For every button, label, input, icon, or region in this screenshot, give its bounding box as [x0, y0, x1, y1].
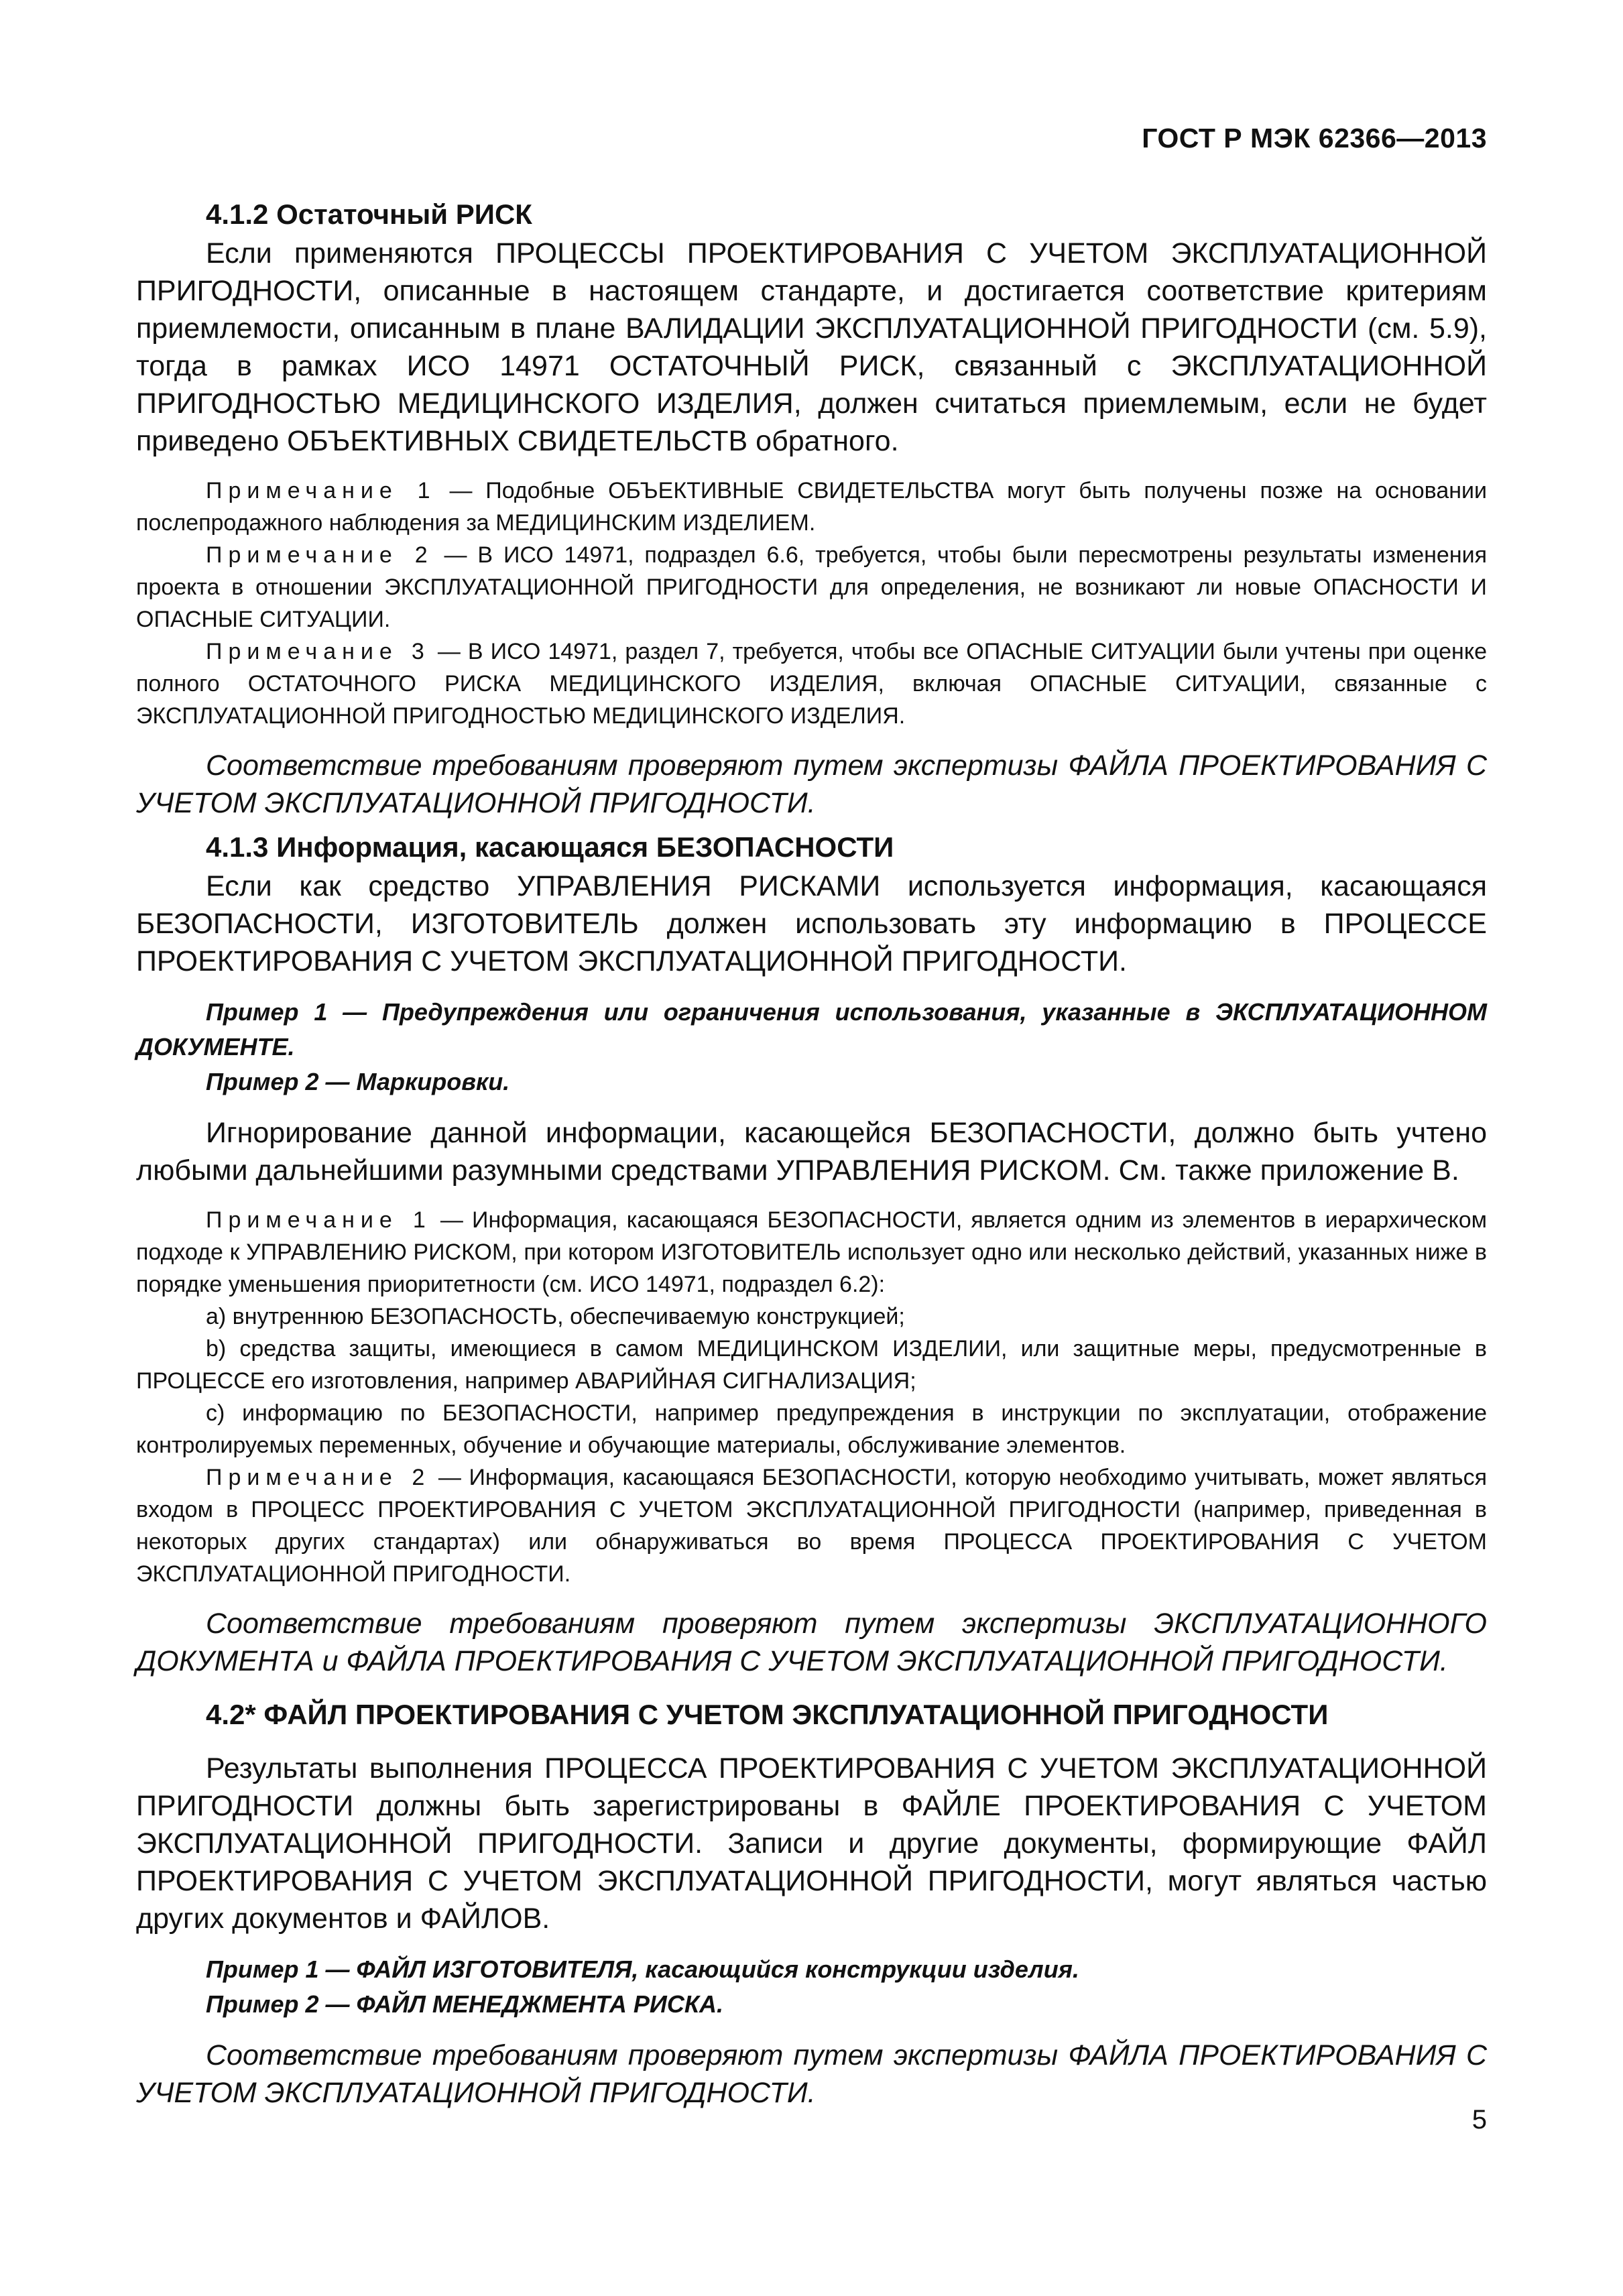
- compliance-4-1-3: Соответствие требованиям проверяют путем экспертизы ЭКСПЛУАТАЦИОННОГО ДОКУМЕНТА и ФАЙЛА ПРОЕКТИРОВАНИЯ С УЧЕТОМ ЭКСПЛУАТАЦИОННОЙ ПРИГОДНОСТИ.: [136, 1608, 1487, 1677]
- note-4-1-2-2: [136, 539, 1487, 636]
- note-text: — Подобные ОБЪЕКТИВНЫЕ СВИДЕТЕЛЬСТВА могут быть получены позже на основании послепродажного наблюдения за МЕДИЦИНСКИМ ИЗДЕЛИЕМ.: [136, 478, 1488, 536]
- note-4-1-2-1: [136, 475, 1487, 539]
- note-text: — Информация, касающаяся БЕЗОПАСНОСТИ, которую необходимо учитывать, может являться входом в ПРОЦЕСС ПРОЕКТИРОВАНИЯ С УЧЕТОМ ЭКСПЛУАТАЦИОННОЙ ПРИГОДНОСТИ (например, приведенная в некоторых других стандартах) или обнаруживаться во время ПРОЦЕССА ПРОЕКТИРОВАНИЯ С УЧЕТОМ ЭКСПЛУАТАЦИОННОЙ ПРИГОДНОСТИ.: [136, 1465, 1487, 1587]
- example-4-1-3-2: Пример 2 — Маркировки.: [206, 1068, 510, 1095]
- list-item-c: с) информацию по БЕЗОПАСНОСТИ, например предупреждения в инструкции по эксплуатации, отображение контролируемых переменных, обучение и обучающие материалы, обслуживание элементов.: [136, 1400, 1487, 1458]
- note-label: Примечание 1: [206, 478, 436, 503]
- paragraph-4-1-3-2: Игнорирование данной информации, касающейся БЕЗОПАСНОСТИ, должно быть учтено любыми дальнейшими разумными средствами УПРАВЛЕНИЯ РИСКОМ. См. также приложение В.: [136, 1117, 1487, 1187]
- example-4-2-1: Пример 1 — ФАЙЛ ИЗГОТОВИТЕЛЯ, касающийся конструкции изделия.: [206, 1955, 1079, 1983]
- document-code: ГОСТ Р МЭК 62366—2013: [1142, 123, 1487, 154]
- heading-4-1-3: 4.1.3 Информация, касающаяся БЕЗОПАСНОСТИ: [206, 831, 894, 863]
- list-item-b: b) средства защиты, имеющиеся в самом МЕДИЦИНСКОМ ИЗДЕЛИИ, или защитные меры, предусмотренные в ПРОЦЕССЕ его изготовления, например АВАРИЙНАЯ СИГНАЛИЗАЦИЯ;: [136, 1336, 1487, 1394]
- note-label: Примечание 3: [206, 639, 430, 664]
- note-label: Примечание 1: [206, 1207, 432, 1233]
- heading-4-1-2: 4.1.2 Остаточный РИСК: [206, 198, 532, 230]
- compliance-4-1-2: Соответствие требованиям проверяют путем экспертизы ФАЙЛА ПРОЕКТИРОВАНИЯ С УЧЕТОМ ЭКСПЛУАТАЦИОННОЙ ПРИГОДНОСТИ.: [136, 749, 1487, 819]
- note-text: — В ИСО 14971, подраздел 6.6, требуется, чтобы были пересмотрены результаты изменения проекта в отношении ЭКСПЛУАТАЦИОННОЙ ПРИГОДНОСТИ для определения, не возникают ли новые ОПАСНОСТИ И ОПАСНЫЕ СИТУАЦИИ.: [136, 542, 1487, 632]
- paragraph-4-2: Результаты выполнения ПРОЦЕССА ПРОЕКТИРОВАНИЯ С УЧЕТОМ ЭКСПЛУАТАЦИОННОЙ ПРИГОДНОСТИ должны быть зарегистрированы в ФАЙЛЕ ПРОЕКТИРОВАНИЯ С УЧЕТОМ ЭКСПЛУАТАЦИОННОЙ ПРИГОДНОСТИ. Записи и другие документы, формирующие ФАЙЛ ПРОЕКТИРОВАНИЯ С УЧЕТОМ ЭКСПЛУАТАЦИОННОЙ ПРИГОДНОСТИ, могут являться частью других документов и ФАЙЛОВ.: [136, 1752, 1487, 1935]
- page-number: 5: [1471, 2105, 1487, 2134]
- paragraph-4-1-2: Если применяются ПРОЦЕССЫ ПРОЕКТИРОВАНИЯ С УЧЕТОМ ЭКСПЛУАТАЦИОННОЙ ПРИГОДНОСТИ, описанные в настоящем стандарте, и достигается соответствие критериям приемлемости, описанным в плане ВАЛИДАЦИИ ЭКСПЛУАТАЦИОННОЙ ПРИГОДНОСТИ (см. 5.9), тогда в рамках ИСО 14971 ОСТАТОЧНЫЙ РИСК, связанный с ЭКСПЛУАТАЦИОННОЙ ПРИГОДНОСТЬЮ МЕДИЦИНСКОГО ИЗДЕЛИЯ, должен считаться приемлемым, если не будет приведено ОБЪЕКТИВНЫХ СВИДЕТЕЛЬСТВ обратного.: [136, 237, 1487, 457]
- example-4-1-3-1: Пример 1 — Предупреждения или ограничения использования, указанные в ЭКСПЛУАТАЦИОННОМ ДОКУМЕНТЕ.: [136, 998, 1487, 1061]
- note-label: Примечание 2: [206, 1465, 431, 1490]
- note-4-1-3-2: [136, 1461, 1487, 1590]
- example-4-2-2: Пример 2 — ФАЙЛ МЕНЕДЖМЕНТА РИСКА.: [206, 1990, 723, 2018]
- note-text: — В ИСО 14971, раздел 7, требуется, чтобы все ОПАСНЫЕ СИТУАЦИИ были учтены при оценке полного ОСТАТОЧНОГО РИСКА МЕДИЦИНСКОГО ИЗДЕЛИЯ, включая ОПАСНЫЕ СИТУАЦИИ, связанные с ЭКСПЛУАТАЦИОННОЙ ПРИГОДНОСТЬЮ МЕДИЦИНСКОГО ИЗДЕЛИЯ.: [136, 639, 1487, 729]
- heading-4-2: 4.2* ФАЙЛ ПРОЕКТИРОВАНИЯ С УЧЕТОМ ЭКСПЛУАТАЦИОННОЙ ПРИГОДНОСТИ: [206, 1699, 1329, 1730]
- note-4-1-3-1: [136, 1204, 1487, 1301]
- compliance-4-2: Соответствие требованиям проверяют путем экспертизы ФАЙЛА ПРОЕКТИРОВАНИЯ С УЧЕТОМ ЭКСПЛУАТАЦИОННОЙ ПРИГОДНОСТИ.: [136, 2039, 1487, 2109]
- note-label: Примечание 2: [206, 542, 434, 568]
- paragraph-4-1-3: Если как средство УПРАВЛЕНИЯ РИСКАМИ используется информация, касающаяся БЕЗОПАСНОСТИ, ИЗГОТОВИТЕЛЬ должен использовать эту информацию в ПРОЦЕССЕ ПРОЕКТИРОВАНИЯ С УЧЕТОМ ЭКСПЛУАТАЦИОННОЙ ПРИГОДНОСТИ.: [136, 870, 1487, 977]
- list-item-a: а) внутреннюю БЕЗОПАСНОСТЬ, обеспечиваемую конструкцией;: [206, 1304, 905, 1329]
- note-text: — Информация, касающаяся БЕЗОПАСНОСТИ, является одним из элементов в иерархическом подходе к УПРАВЛЕНИЮ РИСКОМ, при котором ИЗГОТОВИТЕЛЬ использует одно или несколько действий, указанных ниже в порядке уменьшения приоритетности (см. ИСО 14971, подраздел 6.2):: [136, 1207, 1487, 1297]
- page-content: [136, 194, 1487, 2112]
- note-4-1-2-3: [136, 636, 1487, 732]
